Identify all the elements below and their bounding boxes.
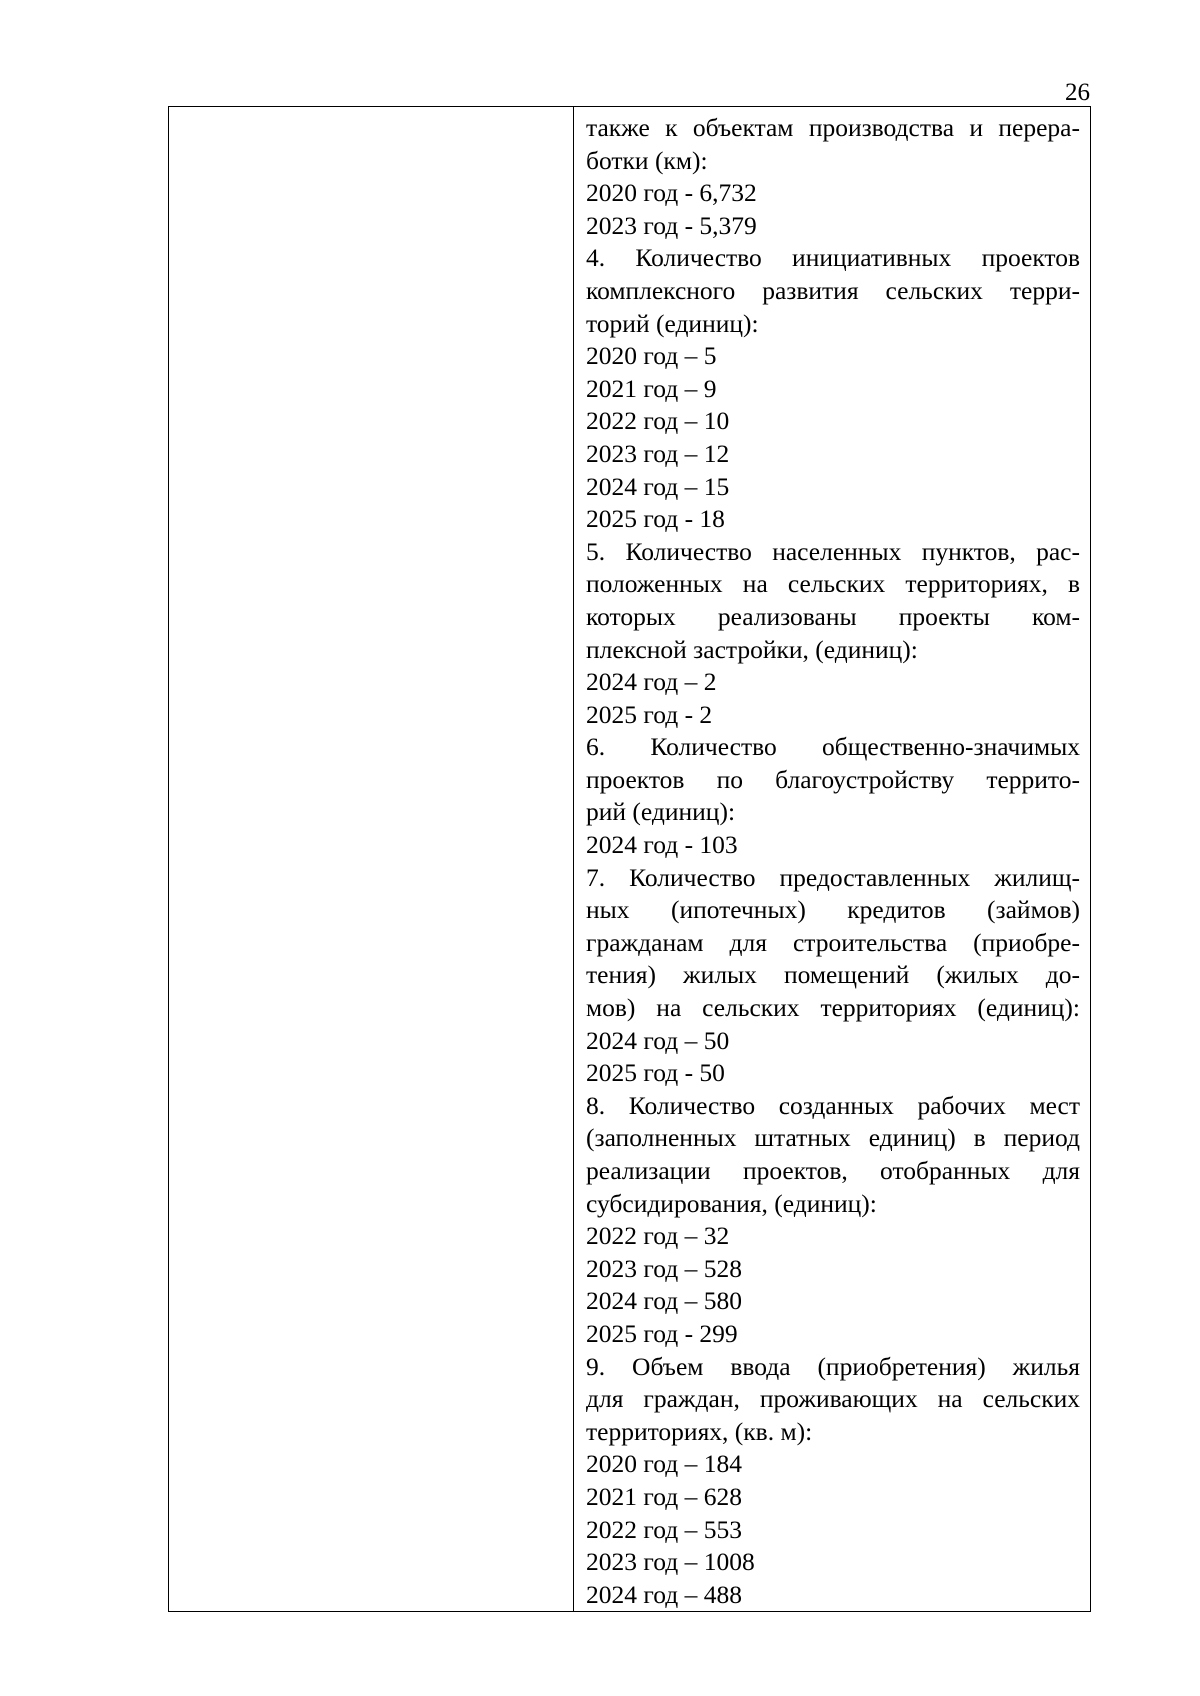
text-line: 2024 год – 580 (586, 1286, 742, 1316)
text-line: мов) на сельских территориях (единиц): (586, 993, 1080, 1023)
text-line: 2024 год – 15 (586, 471, 730, 501)
page-number: 26 (1065, 79, 1090, 106)
text-line: (заполненных штатных единиц) в период (586, 1123, 1080, 1153)
text-line: 2020 год – 184 (586, 1449, 742, 1479)
text-line: положенных на сельских территориях, в (586, 569, 1080, 599)
text-line: 6. Количество общественно-значимых (586, 732, 1080, 762)
left-cell-empty (169, 107, 574, 1612)
text-line: 2022 год – 553 (586, 1514, 742, 1544)
text-line: 2024 год – 488 (586, 1579, 742, 1609)
text-line: 2021 год – 9 (586, 373, 717, 403)
text-line: тения) жилых помещений (жилых до- (586, 960, 1080, 990)
text-line: 2024 год – 50 (586, 1025, 730, 1055)
text-line: 2025 год - 50 (586, 1058, 725, 1088)
text-line: 9. Объем ввода (приобретения) жилья (586, 1351, 1080, 1381)
indicator-text-block (574, 107, 1090, 1611)
table-row (169, 107, 1091, 1612)
indicator-table (168, 106, 1091, 1612)
text-line: субсидирования, (единиц): (586, 1188, 877, 1218)
text-line: 2024 год – 2 (586, 667, 717, 697)
text-line: 2025 год - 299 (586, 1318, 738, 1348)
text-line: 7. Количество предоставленных жилищ- (586, 862, 1080, 892)
text-line: которых реализованы проекты ком- (586, 601, 1080, 631)
text-line: 2023 год – 12 (586, 438, 730, 468)
text-line: ных (ипотечных) кредитов (займов) (586, 895, 1080, 925)
text-line: 2023 год – 528 (586, 1253, 742, 1283)
text-line: рий (единиц): (586, 797, 736, 827)
text-line: 2021 год – 628 (586, 1481, 742, 1511)
text-line: территориях, (кв. м): (586, 1416, 813, 1446)
text-line: 4. Количество инициативных проектов (586, 243, 1080, 273)
text-line: 8. Количество созданных рабочих мест (586, 1090, 1080, 1120)
text-line: реализации проектов, отобранных для (586, 1156, 1080, 1185)
right-cell (574, 107, 1091, 1612)
text-line: также к объектам производства и перера- (586, 113, 1080, 142)
text-line: 2020 год – 5 (586, 341, 717, 371)
text-line: плексной застройки, (единиц): (586, 634, 918, 664)
text-line: 5. Количество населенных пунктов, рас- (586, 536, 1080, 566)
text-line: 2020 год - 6,732 (586, 178, 757, 208)
text-line: гражданам для строительства (приобре- (586, 927, 1080, 957)
text-line: 2025 год - 2 (586, 699, 713, 729)
text-line: для граждан, проживающих на сельских (586, 1384, 1080, 1414)
text-line: 2022 год – 10 (586, 406, 730, 436)
text-line: 2023 год – 1008 (586, 1547, 755, 1577)
text-line: 2025 год - 18 (586, 504, 725, 534)
text-line: 2024 год - 103 (586, 830, 738, 860)
text-line: 2023 год - 5,379 (586, 210, 757, 240)
text-line: 2022 год – 32 (586, 1221, 730, 1251)
text-line: торий (единиц): (586, 308, 759, 338)
text-line: проектов по благоустройству террито- (586, 764, 1080, 794)
text-line: комплексного развития сельских терри- (586, 275, 1080, 305)
text-line: ботки (км): (586, 145, 708, 175)
